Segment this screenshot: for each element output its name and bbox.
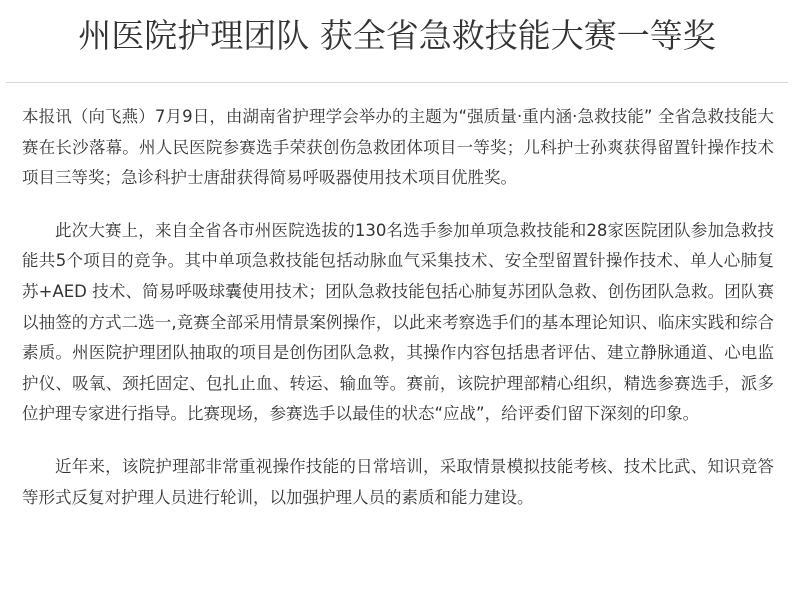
article-paragraph-3: 近年来，该院护理部非常重视操作技能的日常培训，采取情景模拟技能考核、技术比武、知识竞答等形式反复对护理人员进行轮训，以加强护理人员的素质和能力建设。: [22, 456, 774, 507]
article-title: 州医院护理团队 获全省急救技能大赛一等奖: [78, 16, 716, 55]
article-body: [22, 102, 774, 535]
article-paragraph-1: 本报讯（向飞燕）7月9日，由湖南省护理学会举办的主题为“强质量·重内涵·急救技能” 全省急救技能大赛在长沙落幕。州人民医院参赛选手荣获创伤急救团体项目一等奖；儿科护士孙爽获得留置针操作技术项目三等奖；急诊科护士唐甜获得简易呼吸器使用技术项目优胜奖。: [22, 107, 774, 188]
title-divider: [6, 82, 788, 83]
article-paragraph-2: 此次大赛上，来自全省各市州医院选拔的130名选手参加单项急救技能和28家医院团队参加急救技能共5个项目的竞争。其中单项急救技能包括动脉血气采集技术、安全型留置针操作技术、单人心肺复苏+AED 技术、简易呼吸球囊使用技术；团队急救技能包括心肺复苏团队急救、创伤团队急救。团队赛以抽签的方式二选一,竟赛全部采用情景案例操作，以此来考察选手们的基本理论知识、临床实践和综合素质。州医院护理团队抽取的项目是创伤团队急救，其操作内容包括患者评估、建立静脉通道、心电监护仪、吸氧、颈托固定、包扎止血、转运、输血等。赛前，该院护理部精心组织，精选参赛选手，派多位护理专家进行指导。比赛现场，参赛选手以最佳的状态“应战”，给评委们留下深刻的印象。: [22, 220, 774, 424]
